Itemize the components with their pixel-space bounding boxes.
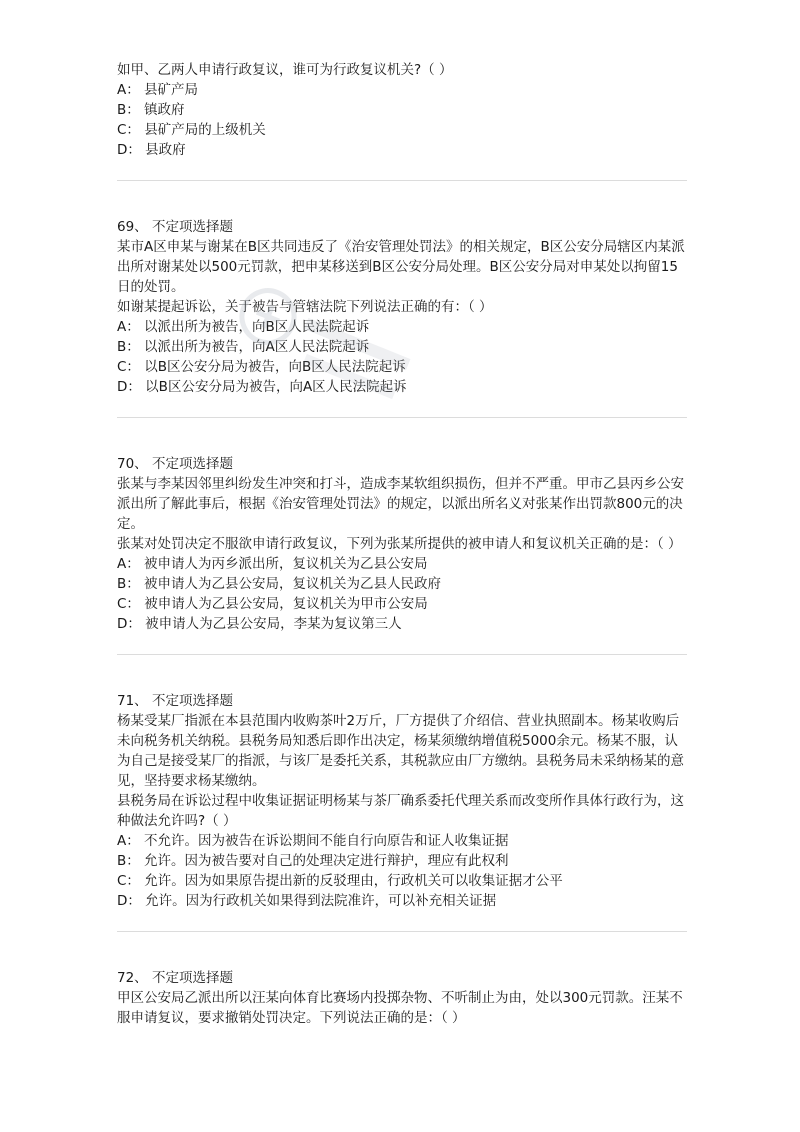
question-68	[117, 60, 687, 160]
option-c: C： 允许。因为如果原告提出新的反驳理由，行政机关可以收集证据才公平	[117, 873, 563, 889]
question-70	[117, 454, 687, 634]
option-c: C： 被申请人为乙县公安局，复议机关为甲市公安局	[117, 596, 428, 612]
option-d: D： 县政府	[117, 142, 186, 158]
question-71	[117, 691, 687, 911]
option-d: D： 被申请人为乙县公安局，李某为复议第三人	[117, 616, 402, 632]
question-heading: 70、 不定项选择题	[117, 456, 233, 472]
question-text: 某市A区申某与谢某在B区共同违反了《治安管理处罚法》的相关规定，B区公安分局辖区内某派出所对谢某处以500元罚款，把申某移送到B区公安分局处理。B区公安分局对申某处以拘留15日的处罚。	[117, 239, 685, 295]
question-stem: 如谢某提起诉讼，关于被告与管辖法院下列说法正确的有：（ ）	[117, 299, 493, 315]
option-c: C： 县矿产局的上级机关	[117, 122, 266, 138]
option-b: B： 被申请人为乙县公安局，复议机关为乙县人民政府	[117, 576, 442, 592]
divider	[117, 931, 687, 932]
option-b: B： 镇政府	[117, 102, 185, 118]
question-text: 甲区公安局乙派出所以汪某向体育比赛场内投掷杂物、不听制止为由，处以300元罚款。汪某不服申请复议，要求撤销处罚决定。下列说法正确的是：（ ）	[117, 990, 683, 1026]
option-a: A： 不允许。因为被告在诉讼期间不能自行向原告和证人收集证据	[117, 833, 509, 849]
option-d: D： 以B区公安分局为被告，向A区人民法院起诉	[117, 379, 407, 395]
option-a: A： 县矿产局	[117, 82, 199, 98]
question-heading: 69、 不定项选择题	[117, 219, 233, 235]
question-page	[117, 60, 687, 1028]
option-a: A： 以派出所为被告，向B区人民法院起诉	[117, 319, 370, 335]
question-69	[117, 217, 687, 397]
divider	[117, 180, 687, 181]
option-d: D： 允许。因为行政机关如果得到法院准许，可以补充相关证据	[117, 893, 497, 909]
option-b: B： 允许。因为被告要对自己的处理决定进行辩护，理应有此权利	[117, 853, 509, 869]
question-stem: 县税务局在诉讼过程中收集证据证明杨某与茶厂确系委托代理关系而改变所作具体行政行为，这种做法允许吗?（ ）	[117, 793, 684, 829]
question-text: 杨某受某厂指派在本县范围内收购茶叶2万斤，厂方提供了介绍信、营业执照副本。杨某收购后未向税务机关纳税。县税务局知悉后即作出决定，杨某须缴纳增值税5000余元。杨某不服，认为自己是接受某厂的指派，与该厂是委托关系，其税款应由厂方缴纳。县税务局未采纳杨某的意见，坚持要求杨某缴纳。	[117, 713, 684, 789]
question-text: 张某与李某因邻里纠纷发生冲突和打斗，造成李某软组织损伤，但并不严重。甲市乙县丙乡公安派出所了解此事后，根据《治安管理处罚法》的规定，以派出所名义对张某作出罚款800元的决定。	[117, 476, 684, 532]
question-stem: 如甲、乙两人申请行政复议，谁可为行政复议机关?（ ）	[117, 62, 453, 78]
question-heading: 72、 不定项选择题	[117, 970, 233, 986]
option-a: A： 被申请人为丙乡派出所，复议机关为乙县公安局	[117, 556, 428, 572]
question-heading: 71、 不定项选择题	[117, 693, 233, 709]
option-b: B： 以派出所为被告，向A区人民法院起诉	[117, 339, 370, 355]
question-stem: 张某对处罚决定不服欲申请行政复议，下列为张某所提供的被申请人和复议机关正确的是：（ ）	[117, 536, 682, 552]
divider	[117, 654, 687, 655]
option-c: C： 以B区公安分局为被告，向B区人民法院起诉	[117, 359, 406, 375]
divider	[117, 417, 687, 418]
question-72	[117, 968, 687, 1028]
